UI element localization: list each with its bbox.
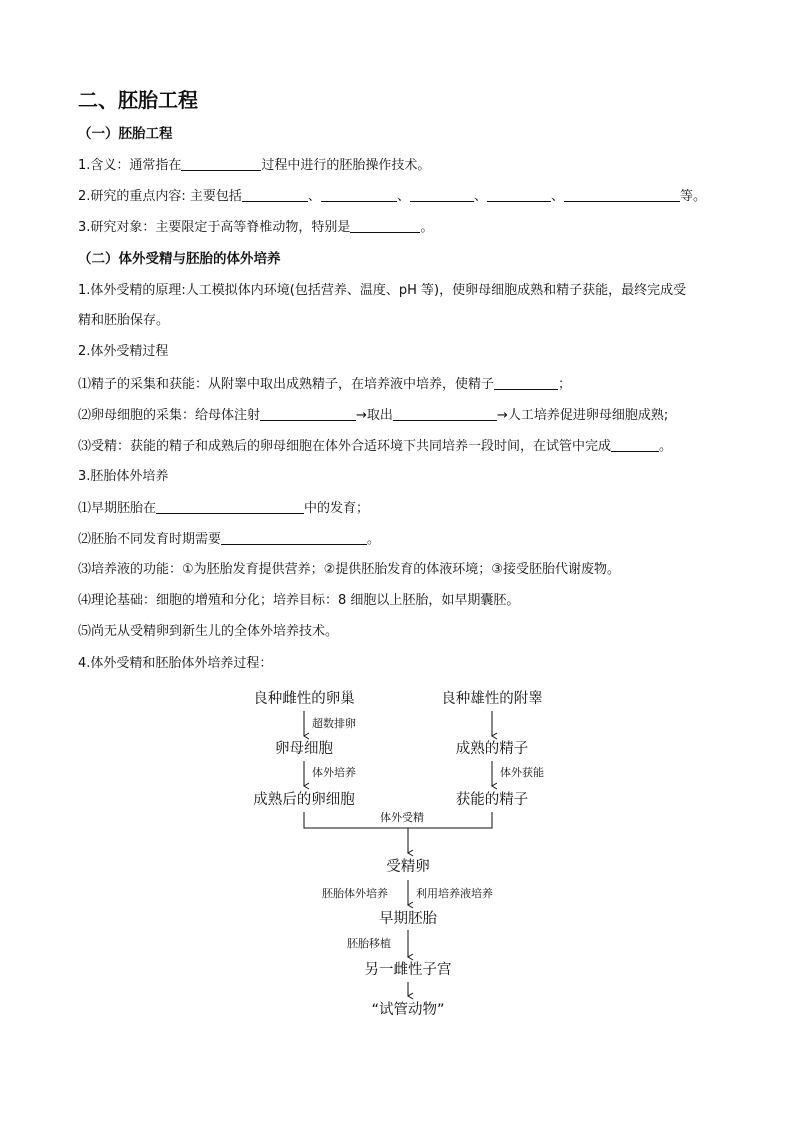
page-title: 二、胚胎工程 (78, 88, 198, 112)
sperm-text: ⑴精子的采集和获能：从附睾中取出成熟精子，在培养液中培养，使精子 (78, 377, 495, 392)
ivf-process-heading: 2.体外受精过程 (78, 344, 169, 359)
label-superovulation: 超数排卵 (312, 717, 356, 730)
node-zygote: 受精卵 (386, 859, 430, 875)
node-test-tube-animal: “试管动物” (371, 1002, 445, 1018)
ivf-principle-line2: 精和胚胎保存。 (78, 313, 170, 328)
separator: 、 (307, 189, 321, 204)
focus-text: 2.研究的重点内容: 主要包括 (78, 189, 242, 204)
definition-text-end: 过程中进行的胚胎操作技术。 (261, 158, 431, 173)
culture-2-text: ⑵胚胎不同发育时期需要 (78, 532, 222, 547)
node-mature-sperm: 成熟的精子 (455, 741, 529, 757)
label-in-vitro-fertilization: 体外受精 (380, 811, 424, 824)
ivf-principle-line1: 1.体外受精的原理:人工模拟体内环境(包括营养、温度、pH 等)，使卵母细胞成熟和精子获能，最终完成受 (78, 283, 687, 298)
culture-1-text: ⑴早期胚胎在 (78, 501, 157, 516)
label-embryo-transfer: 胚胎移植 (347, 937, 391, 950)
culture-1-text-end: 中的发育； (304, 501, 370, 516)
fertilization-text: ⑶受精：获能的精子和成熟后的卵母细胞在体外合适环境下共同培养一段时间，在试管中完成 (78, 439, 612, 454)
node-oocyte: 卵母细胞 (275, 741, 333, 757)
node-mature-egg: 成熟后的卵细胞 (253, 792, 355, 808)
label-in-vitro-culture: 体外培养 (312, 766, 356, 779)
definition-text: 1.含义：通常指在 (78, 158, 182, 173)
sperm-text-end: ； (558, 377, 572, 392)
label-culture-medium: 利用培养液培养 (416, 887, 493, 900)
node-female-ovary: 良种雌性的卵巢 (253, 691, 355, 707)
separator: 、 (396, 189, 410, 204)
separator: 、 (550, 189, 564, 204)
culture-item-5: ⑸尚无从受精卵到新生儿的全体外培养技术。 (78, 624, 339, 639)
oocyte-text-mid: →取出 (356, 408, 393, 423)
node-early-embryo: 早期胚胎 (379, 911, 437, 927)
oocyte-text-end: →人工培养促进卵母细胞成熟; (496, 408, 669, 423)
embryo-culture-heading: 3.胚胎体外培养 (78, 469, 169, 484)
focus-text-end: 等。 (679, 189, 706, 204)
label-embryo-in-vitro-culture: 胚胎体外培养 (322, 887, 388, 900)
object-text: 3.研究对象：主要限定于高等脊椎动物，特别是 (78, 220, 351, 235)
object-text-end: 。 (420, 220, 434, 235)
node-male-epididymis: 良种雄性的附睾 (441, 691, 543, 707)
section-heading-embryo-engineering: （一）胚胎工程 (78, 126, 173, 142)
oocyte-text: ⑵卵母细胞的采集：给母体注射 (78, 408, 261, 423)
flow-heading: 4.体外受精和胚胎体外培养过程： (78, 656, 273, 671)
culture-item-4: ⑷理论基础：细胞的增殖和分化；培养目标：8 细胞以上胚胎，如早期囊胚。 (78, 593, 520, 608)
node-capacitated-sperm: 获能的精子 (455, 792, 529, 808)
node-another-female-uterus: 另一雌性子宫 (364, 962, 452, 978)
section-heading-ivf: （二）体外受精与胚胎的体外培养 (78, 251, 281, 267)
culture-2-text-end: 。 (367, 532, 381, 547)
fertilization-text-end: 。 (659, 439, 673, 454)
separator: 、 (473, 189, 487, 204)
label-in-vitro-capacitation: 体外获能 (500, 766, 544, 779)
culture-item-3: ⑶培养液的功能：①为胚胎发育提供营养；②提供胚胎发育的体液环境；③接受胚胎代谢废物。 (78, 562, 620, 577)
